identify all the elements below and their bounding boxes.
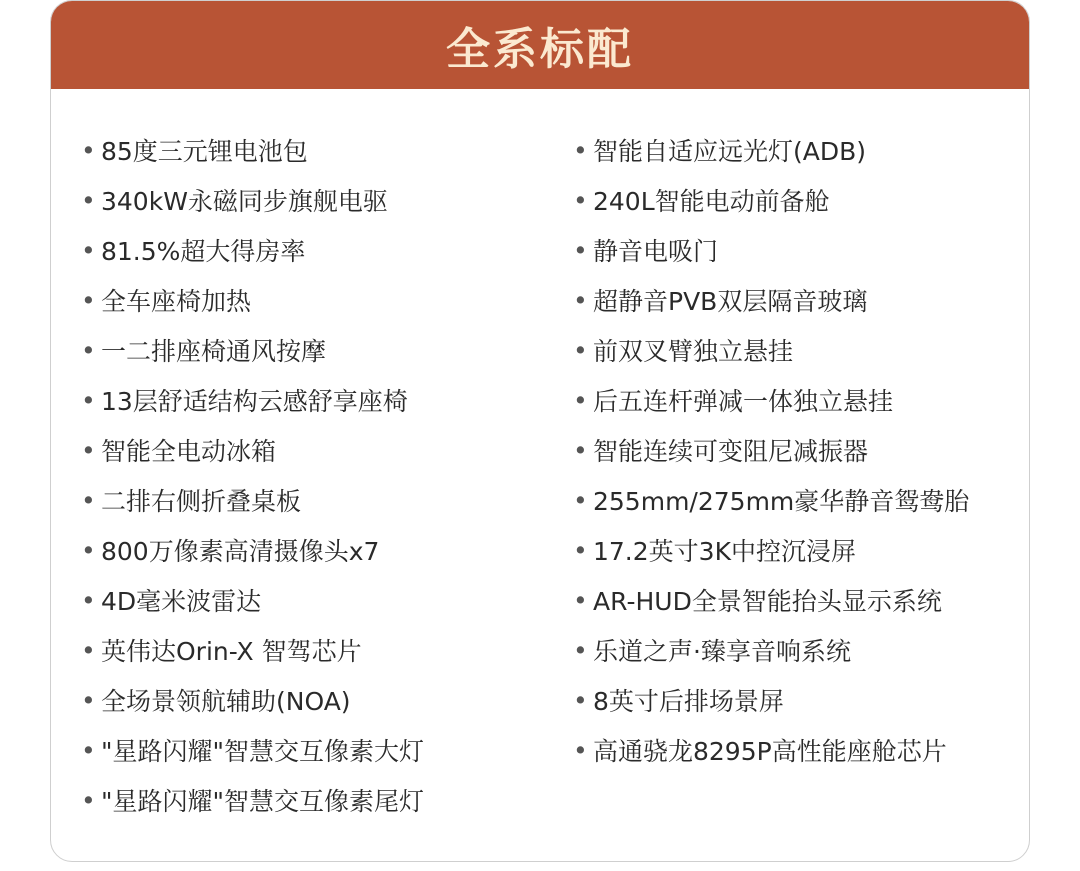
bullet-icon: •	[81, 285, 96, 315]
bullet-icon: •	[573, 385, 588, 415]
feature-item	[81, 625, 424, 675]
bullet-icon: •	[81, 585, 96, 615]
feature-label: "星路闪耀"智慧交互像素大灯	[101, 737, 424, 766]
feature-label: 240L智能电动前备舱	[593, 187, 830, 216]
feature-item	[81, 575, 424, 625]
bullet-icon: •	[81, 635, 96, 665]
feature-label: 乐道之声·臻享音响系统	[593, 637, 851, 666]
feature-label: 二排右侧折叠桌板	[101, 487, 302, 516]
feature-item	[81, 675, 424, 725]
feature-item	[573, 525, 969, 575]
bullet-icon: •	[573, 685, 588, 715]
feature-label: 全车座椅加热	[101, 287, 252, 316]
bullet-icon: •	[573, 585, 588, 615]
feature-item	[81, 475, 424, 525]
feature-label: 一二排座椅通风按摩	[101, 337, 327, 366]
feature-item	[81, 175, 424, 225]
bullet-icon: •	[573, 435, 588, 465]
bullet-icon: •	[573, 235, 588, 265]
feature-label: 静音电吸门	[593, 237, 719, 266]
feature-item	[81, 225, 424, 275]
feature-item	[573, 125, 969, 175]
feature-label: 前双叉臂独立悬挂	[593, 337, 794, 366]
feature-label: 英伟达Orin-X 智驾芯片	[101, 637, 362, 666]
feature-item	[81, 125, 424, 175]
bullet-icon: •	[573, 285, 588, 315]
feature-item	[81, 725, 424, 775]
feature-item	[81, 375, 424, 425]
bullet-icon: •	[81, 235, 96, 265]
bullet-icon: •	[81, 135, 96, 165]
feature-item	[81, 775, 424, 825]
feature-label: 高通骁龙8295P高性能座舱芯片	[593, 737, 947, 766]
feature-item	[81, 425, 424, 475]
standard-features-card	[50, 0, 1030, 862]
feature-label: 全场景领航辅助(NOA)	[101, 687, 351, 716]
bullet-icon: •	[81, 385, 96, 415]
feature-item	[81, 525, 424, 575]
feature-label: 17.2英寸3K中控沉浸屏	[593, 537, 856, 566]
feature-item	[573, 425, 969, 475]
feature-item	[573, 175, 969, 225]
bullet-icon: •	[573, 185, 588, 215]
feature-item	[81, 275, 424, 325]
feature-label: 智能全电动冰箱	[101, 437, 277, 466]
bullet-icon: •	[573, 735, 588, 765]
bullet-icon: •	[81, 485, 96, 515]
bullet-icon: •	[573, 635, 588, 665]
bullet-icon: •	[81, 185, 96, 215]
feature-item	[573, 225, 969, 275]
feature-label: 81.5%超大得房率	[101, 237, 306, 266]
bullet-icon: •	[81, 535, 96, 565]
bullet-icon: •	[573, 535, 588, 565]
feature-label: 13层舒适结构云感舒享座椅	[101, 387, 408, 416]
feature-label: 85度三元锂电池包	[101, 137, 308, 166]
right-feature-list	[573, 125, 969, 775]
feature-label: 340kW永磁同步旗舰电驱	[101, 187, 388, 216]
feature-item	[573, 375, 969, 425]
feature-label: AR-HUD全景智能抬头显示系统	[593, 587, 942, 616]
feature-label: 后五连杆弹减一体独立悬挂	[593, 387, 894, 416]
feature-label: 智能连续可变阻尼减振器	[593, 437, 869, 466]
feature-label: 4D毫米波雷达	[101, 587, 262, 616]
feature-label: 800万像素高清摄像头x7	[101, 537, 380, 566]
feature-label: 超静音PVB双层隔音玻璃	[593, 287, 868, 316]
feature-label: 255mm/275mm豪华静音鸳鸯胎	[593, 487, 970, 516]
feature-item	[573, 625, 969, 675]
bullet-icon: •	[81, 785, 96, 815]
bullet-icon: •	[81, 335, 96, 365]
feature-label: 8英寸后排场景屏	[593, 687, 784, 716]
feature-item	[573, 575, 969, 625]
header-title: 全系标配	[446, 24, 634, 75]
bullet-icon: •	[81, 685, 96, 715]
feature-item	[573, 725, 969, 775]
bullet-icon: •	[573, 135, 588, 165]
bullet-icon: •	[81, 435, 96, 465]
feature-item	[573, 475, 969, 525]
feature-item	[573, 325, 969, 375]
feature-label: "星路闪耀"智慧交互像素尾灯	[101, 787, 424, 816]
card-header	[51, 1, 1029, 89]
feature-item	[81, 325, 424, 375]
feature-label: 智能自适应远光灯(ADB)	[593, 137, 867, 166]
bullet-icon: •	[573, 485, 588, 515]
bullet-icon: •	[573, 335, 588, 365]
bullet-icon: •	[81, 735, 96, 765]
left-feature-list	[81, 125, 424, 825]
feature-item	[573, 275, 969, 325]
feature-item	[573, 675, 969, 725]
